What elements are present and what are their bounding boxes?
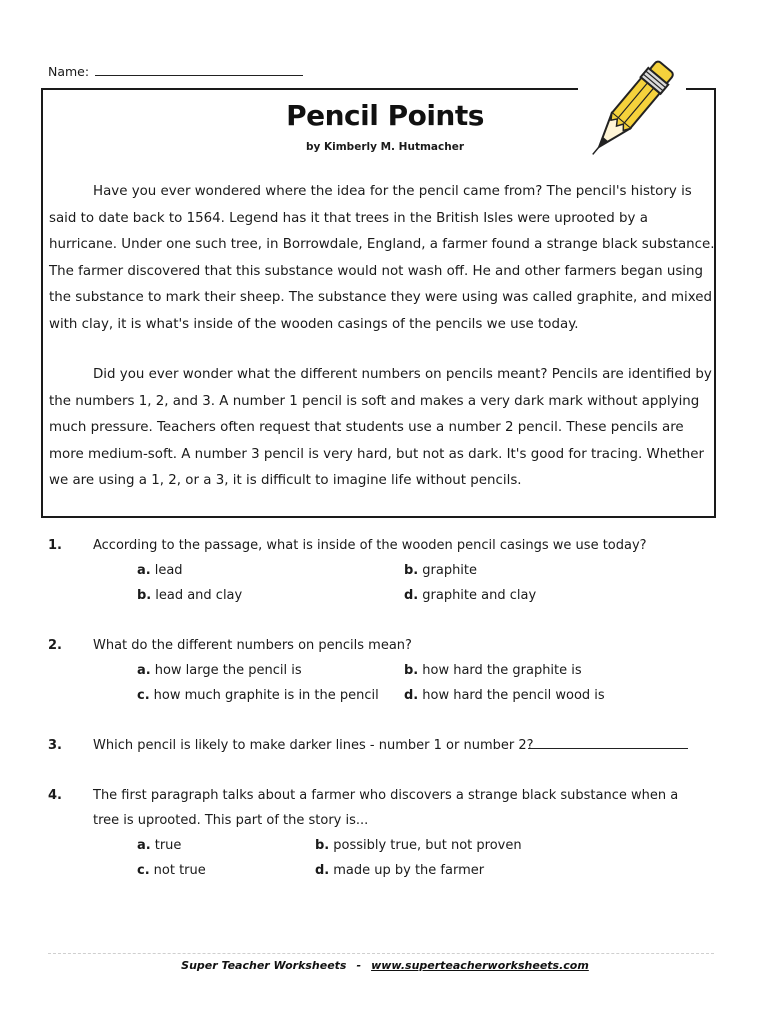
passage-paragraph-2: Did you ever wonder what the different numbers on pencils meant? Pencils are identified by the numbers 1, 2, and 3. A number 1 pencil is soft and makes a very dark mark without applying much pressure. Teachers often request that students use a number 2 pencil. These pencils are more medium-soft. A number 3 pencil is very hard, but not as dark. It's good for tracing. Whether we are using a 1, 2, or a 3, it is difficult to imagine life without pencils. [49, 367, 712, 488]
question-2-number: 2. [48, 638, 62, 653]
question-2-option[interactable]: d. how hard the pencil wood is [404, 688, 605, 703]
question-3-number: 3. [48, 738, 62, 753]
question-4-option[interactable]: a. true [137, 838, 182, 853]
question-2-text: What do the different numbers on pencils mean? [93, 638, 412, 653]
passage-title: Pencil Points [286, 99, 484, 132]
question-1-number: 1. [48, 538, 62, 553]
footer [0, 959, 770, 972]
footer-url-link[interactable]: www.superteacherworksheets.com [371, 959, 589, 972]
passage-byline: by Kimberly M. Hutmacher [305, 141, 464, 153]
question-4-text: The first paragraph talks about a farmer who discovers a strange black substance when a tree is uprooted. This part of the story is... [93, 788, 679, 828]
name-input-line[interactable] [95, 64, 303, 76]
question-3-answer-line[interactable] [528, 748, 688, 749]
passage-paragraph-1: Have you ever wondered where the idea for the pencil came from? The pencil's history is said to date back to 1564. Legend has it that trees in the British Isles were uprooted by a hurricane. Under one such tree, in Borrowdale, England, a farmer found a strange black substance. The farmer discovered that this substance would not wash off. He and other farmers began using the substance to mark their sheep. The substance they were using was called graphite, and mixed with clay, it is what's inside of the wooden casings of the pencils we use today. [49, 184, 715, 332]
footer-divider [48, 953, 714, 954]
question-1-option[interactable]: a. lead [137, 563, 183, 578]
name-field-row [48, 64, 303, 79]
question-1-option[interactable]: d. graphite and clay [404, 588, 537, 603]
question-4-option[interactable]: c. not true [137, 863, 206, 878]
question-4-number: 4. [48, 788, 62, 803]
name-label: Name: [48, 64, 90, 79]
question-2-option[interactable]: a. how large the pencil is [137, 663, 302, 678]
question-2-option[interactable]: c. how much graphite is in the pencil [137, 688, 379, 703]
question-3-text: Which pencil is likely to make darker lines - number 1 or number 2? [93, 738, 534, 753]
footer-brand: Super Teacher Worksheets [181, 959, 347, 972]
question-1-option[interactable]: b. lead and clay [137, 588, 243, 603]
footer-separator: - [356, 959, 362, 972]
question-2-option[interactable]: b. how hard the graphite is [404, 663, 582, 678]
question-1-text: According to the passage, what is inside of the wooden pencil casings we use today? [93, 538, 647, 553]
question-4-option[interactable]: d. made up by the farmer [315, 863, 485, 878]
question-1-option[interactable]: b. graphite [404, 563, 478, 578]
question-4-option[interactable]: b. possibly true, but not proven [315, 838, 522, 853]
